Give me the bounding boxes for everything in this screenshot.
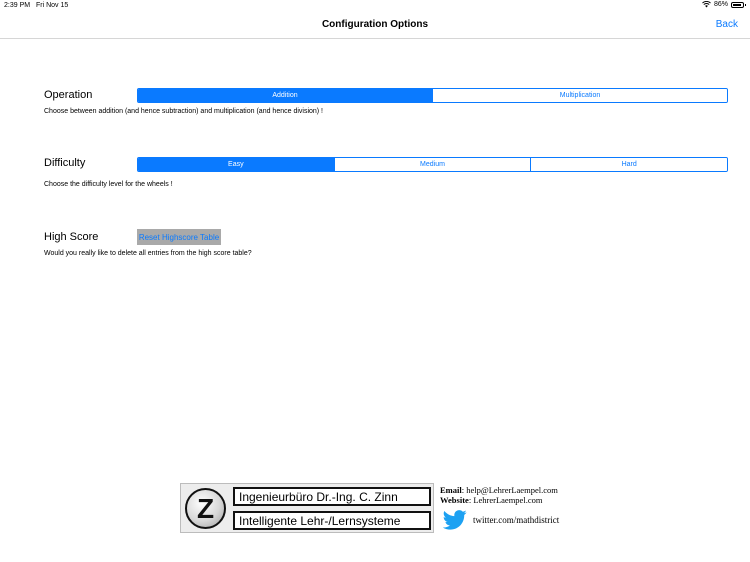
difficulty-label: Difficulty <box>44 157 86 169</box>
twitter-row <box>443 510 559 530</box>
twitter-link[interactable]: twitter.com/mathdistrict <box>473 515 560 525</box>
company-logo <box>180 483 434 533</box>
high-score-description: Would you really like to delete all entries from the high score table? <box>44 250 252 257</box>
battery-icon <box>731 2 744 8</box>
operation-segmented-control <box>137 88 728 103</box>
reset-highscore-button[interactable]: Reset Highscore Table <box>137 229 221 245</box>
email-row: Email: help@LehrerLaempel.com <box>440 485 558 495</box>
difficulty-description: Choose the difficulty level for the wheels ! <box>44 181 173 188</box>
website-label: Website <box>440 495 469 505</box>
operation-option-addition[interactable]: Addition <box>138 89 432 102</box>
status-right <box>702 1 744 8</box>
status-bar <box>0 0 750 12</box>
operation-label: Operation <box>44 89 93 101</box>
difficulty-segmented-control <box>137 157 728 172</box>
difficulty-option-hard[interactable]: Hard <box>530 158 727 171</box>
status-time: 2:39 PM <box>4 2 31 9</box>
wifi-icon <box>702 1 711 8</box>
email-link[interactable]: help@LehrerLaempel.com <box>466 485 558 495</box>
back-button[interactable]: Back <box>715 19 738 30</box>
email-label: Email <box>440 485 462 495</box>
website-row: Website: LehrerLaempel.com <box>440 495 543 505</box>
operation-description: Choose between addition (and hence subtraction) and multiplication (and hence division) ! <box>44 108 324 115</box>
contact-info <box>440 485 558 505</box>
difficulty-option-easy[interactable]: Easy <box>138 158 334 171</box>
logo-company-name: Ingenieurbüro Dr.-Ing. C. Zinn <box>233 487 431 506</box>
website-link[interactable]: LehrerLaempel.com <box>473 495 543 505</box>
status-date: Fri Nov 15 <box>36 2 69 9</box>
operation-option-multiplication[interactable]: Multiplication <box>432 89 727 102</box>
navigation-bar <box>0 12 750 39</box>
page-title: Configuration Options <box>321 19 429 30</box>
twitter-bird-icon[interactable] <box>443 510 467 530</box>
logo-tagline: Intelligente Lehr-/Lernsysteme <box>233 511 431 530</box>
difficulty-option-medium[interactable]: Medium <box>334 158 531 171</box>
battery-percent: 86% <box>713 1 728 8</box>
high-score-label: High Score <box>44 231 99 243</box>
logo-z-emblem: Z <box>185 488 226 529</box>
